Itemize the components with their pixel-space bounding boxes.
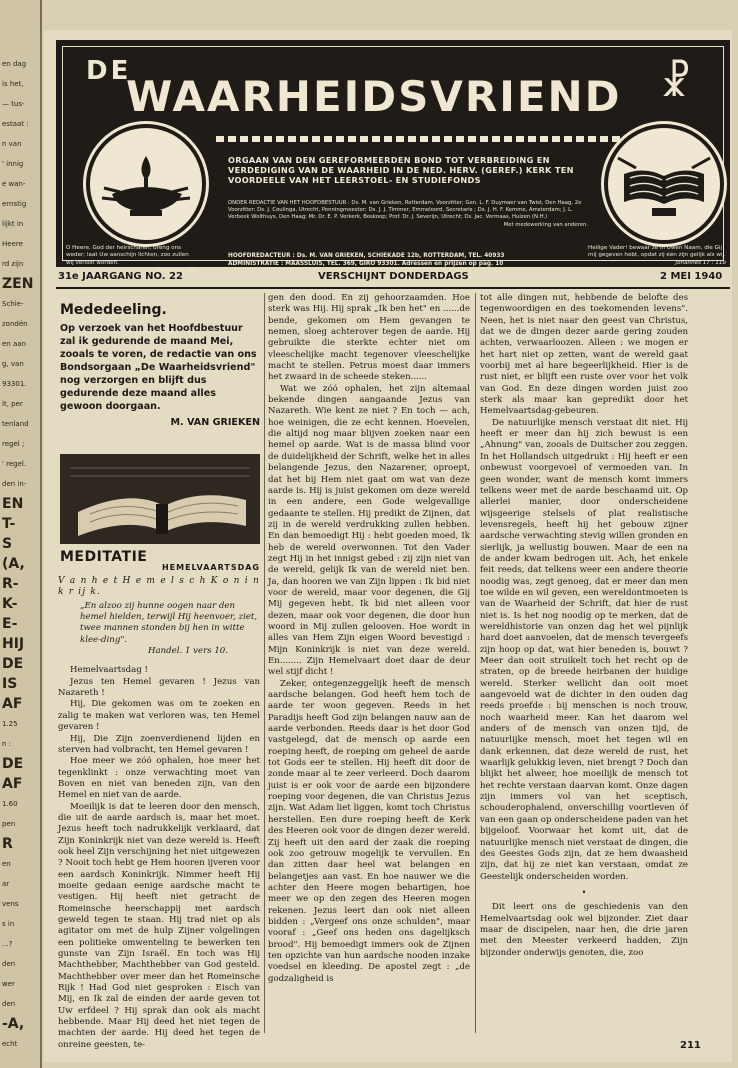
left-page-fragment: R- [2, 576, 19, 592]
oil-lamp-emblem-icon [86, 124, 206, 244]
left-page-fragment: -A, [2, 1016, 25, 1032]
column-rule [264, 293, 265, 1033]
paragraph: Hij, Die gekomen was om te zoeken en zalig te maken wat verloren was, ten Hemel gevaren ! [58, 699, 260, 733]
paragraph: Moeilijk is dat te leeren door den mensch, die uit de aarde aardsch is, maar het moet. Jezus heeft toch nadrukkelijk verklaard, dat Zijn Koninkrijk niet van deze wereld is. Heeft ook heel Zijn verschijning het niet uitgewezen ? Nooit toch hebt ge Hem hooren ijveren voor een aardsch Koninkrijk. Nimmer heeft Hij moeite gedaan eenige aardsche macht te vestigen. Hij heeft niet getracht de Romeinsche heerschappij met aardsch geweld tegen te staan. Hij trad niet op als agitator om met de hulp Zijner volgelingen een politieke omwenteling te bewerken ten gunste van Zijn Israël. En toch was Hij Machthebber, Machthebber van God gesteld. Machthebber over meer dan het Romeinsche Rijk ! Had God niet gesproken : Eisch van Mij, en Ik zal de einden der aarde geven tot Uw erfdeel ? Hij sprak dan ook als macht hebbende. Maar Hij deed het niet tegen de machten der aarde. Hij deed het tegen de onreine geesten, te- [58, 801, 260, 1050]
left-page-fragment: den [2, 960, 16, 968]
left-page-fragment: Schie- [2, 300, 24, 308]
meditatie-verse-ref: Handel. 1 vers 10. [148, 646, 229, 657]
issue-jaargang: 31e JAARGANG NO. 22 [58, 271, 183, 282]
left-page-fragment: Heere [2, 240, 23, 248]
column-2-text [268, 293, 470, 985]
left-page-fragment: lijkt in [2, 220, 24, 228]
column-3 [480, 293, 688, 959]
left-page-fragment: en aan [2, 340, 26, 348]
left-page-fragment: E- [2, 616, 18, 632]
left-page-fragment: T- [2, 516, 16, 532]
left-page-fragment: S [2, 536, 13, 552]
left-page-fragment: en dag [2, 60, 27, 68]
notice-signature: M. VAN GRIEKEN [170, 417, 260, 428]
administratie-line: ADMINISTRATIE : MAASSLUIS, TEL. 369, GIRO 93301. Adressen en prijzen op pag. 10 [228, 260, 504, 267]
left-page-fragment: den [2, 1000, 16, 1008]
notice-title: Mededeeling. [60, 302, 167, 318]
issue-rule [56, 287, 730, 289]
masthead-waarheidsvriend: WAARHEIDSVRIEND [126, 72, 622, 121]
left-page-fragment: rd zijn [2, 260, 24, 268]
left-page-fragment: n van [2, 140, 22, 148]
meditatie-title: MEDITATIE [60, 549, 148, 566]
left-page-fragment: EN [2, 496, 24, 512]
left-page-fragment: R [2, 836, 13, 852]
meditatie-byline: V a n h e t H e m e l s c h K o n i n k r ij k. [58, 576, 260, 598]
paragraph: Hemelvaartsdag ! [70, 665, 148, 676]
john-quote [588, 245, 726, 267]
meditatie-subtitle: HEMELVAARTSDAG [161, 562, 260, 572]
left-page-fragment: e wan- [2, 180, 26, 188]
left-page-fragment: K- [2, 596, 18, 612]
column-rule [475, 293, 476, 1033]
left-page-fragment: is het, [2, 80, 24, 88]
open-book-photo [60, 454, 260, 544]
paragraph: Wat we zóó ophalen, het zijn altemaal bekende dingen aangaande Jezus van Nazareth. Wie kent ze niet ? En toch — ach, hoe weinigen, die ze echt kennen. Hoevelen, die altijd nog maar blijven zoeken naar een hemel op aarde. Wat is de massa blind voor de duidelijkheid der Schrift, welke het in alles belangende Jezus, den Nazarener, oproept, dat het bij Hem niet gaat om wat van deze aarde is. Hij is juist gekomen om deze wereld in een andere, een Gode welgevallige gedaante te stellen. Hij predikt de Zijnen, dat zij in de wereld verdrukking zullen hebben. En dan bemoedigt Hij : hebt goeden moed, Ik heb de wereld overwonnen. Tot den Vader zegt Hij in het innigst gebed : zij zijn niet van de wereld, gelijk Ik van de wereld niet ben. Ja, dan hooren we van Zijn lippen : Ik bid niet voor de wereld, maar voor degenen, die Gij Mij gegeven hebt. Ik bid niet alleen voor dezen, maar ook voor degenen, die door hun woord in Mij zullen gelooven. Hoe wordt in alles van Hem Zijn eigen Woord bevestigd : Mijn Koninkrijk is niet van deze wereld. En........ Zijn Hemelvaart doet daar de deur wel stijf dicht ! [268, 383, 470, 678]
masthead-hoofdredactie [228, 253, 588, 268]
left-page-fragment: en [2, 860, 11, 868]
left-page-fragment: DE [2, 756, 24, 772]
masthead [56, 40, 730, 274]
paragraph: tot alle dingen nut, hebbende de belofte des tegenwoordigen en des toekomenden levens". Neen, het is niet naar den geest van Christus, dat we de dingen dezer aarde gering zouden achten, verwaarloozen. Alleen : we mogen er het hart niet op zetten, want de wereld gaat voorbij met al hare begeerlijkheid. Hier is de rust niet, er blijft een ruste over voor het volk van God. En deze dingen worden juist zoo sterk als maar kan gepredikt door het Hemelvaartsdag-gebeuren. [480, 293, 688, 417]
left-page-fragment: AF [2, 776, 23, 792]
left-page-fragment: ...? [2, 940, 13, 948]
john-quote-text: Heilige Vader! bewaar ze in Uwen Naam, die Gij mij gegeven hebt, opdat zij één zijn gelijk als wij. [588, 245, 726, 259]
left-page-fragment: ' regel. [2, 460, 27, 468]
left-page-fragment: echt [2, 1040, 18, 1048]
meditatie-verse: „En alzoo zij hunne oogen naar den hemel hielden, terwijl Hij heenvoer, ziet, twee mannen stonden bij hen in witte klee-ding". [80, 600, 258, 645]
column-2 [268, 293, 470, 985]
masthead-stripe-rule [216, 136, 636, 142]
column-3-text [480, 293, 688, 959]
open-bible-emblem-icon [604, 124, 724, 244]
page-number: 211 [680, 1040, 701, 1051]
section-divider: • [581, 887, 587, 897]
paragraph: De natuurlijke mensch verstaat dit niet. Hij heeft er meer dan hij zich bewust is een „Ahnung" van, zooals de Duitscher zou zeggen. In het Hollandsch uitgedrukt : Hij heeft er een onbewust voorgevoel of vermoeden van. In geen wonder, want de mensch komt immers telkens weer met de aarde beschaamd uit. Op allerlei manier, door onderscheidene wijsgeerige stelsels of plat realistische levensregels, heeft hij het gebouw zijner aardsche verwachting stevig willen gronden en sierlijk, ja wellustig bouwen. Maar de een na de ander kwam bedrogen uit. Ach, het enkele feit reeds, dat telkens weer een andere theorie noodig was, zegt genoeg, dat er meer dan men toe wilde en wil geven, een wereldontmoeten is van de Waarheid der Schrift, dat hier de rust niet is. Is het nog noodig op te merken, dat de wereldhistorie van onzen dag het wel pijnlijk hard doet aanvoelen, dat de mensch tevergeefs zijn hoop op dat, wat hier beneden is, bouwt ? Meer dan ooit struikelt toch het recht op de straten, op de breede heirbanen der huidige wereld. Sterker wellicht dan ooit moet aangevoeld wat de dichter in den ouden dag reeds proefde : bij menschen is noch trouw, noch waarheid meer. Kan het daarom wel anders of de mensch van onzen tijd, de natuurlijke mensch, moet het tegen wil en dank erkennen, dat deze wereld de rust, het waarlijk gelukkig leven, niet brengt ? Doch dan blijkt het alweer, hoe moeilijk de mensch tot het rechte verstaan daarvan komt. Onze dagen zijn immers vol van het sceptisch, schouderophalend, onverschillig voortleven óf van een gaan op onderscheidene paden van het bijgeloof. Voorwaar het komt uit, dat de natuurlijke mensch niet verstaat de dingen, die des Geestes Gods zijn, dat ze hem dwaasheid zijn, dat hij ze niet kan verstaan, omdat ze Geestelijk onderscheiden worden. [480, 417, 688, 882]
masthead-organ-text: ORGAAN VAN DEN GEREFORMEERDEN BOND TOT VERBREIDING EN VERDEDIGING VAN DE WAARHEID IN DE NED. HERV. (GEREF.) KERK TEN VOORDEELE VAN HET LEERSTOEL- EN STUDIEFONDS [228, 155, 574, 185]
left-page-fragment: regel ; [2, 440, 25, 448]
left-page-fragment: vens [2, 900, 19, 908]
issue-date: 2 MEI 1940 [660, 271, 723, 282]
left-page-fragment: (A, [2, 556, 25, 572]
left-page-fragment: g, van [2, 360, 24, 368]
left-page-fragment: 93301. [2, 380, 27, 388]
left-page-fragment: HIJ [2, 636, 25, 652]
paragraph: Hij, Die Zijn zoenverdienend lijden en sterven had volbracht, ten Hemel gevaren ! [58, 733, 260, 755]
left-page-edge [0, 0, 42, 1068]
left-page-fragment: ernstig [2, 200, 27, 208]
psalm-quote-ref: Psalm 80 : 20 [157, 267, 196, 274]
hoofdredacteur-line: HOOFDREDACTEUR : Ds. M. VAN GRIEKEN, SCHIEKADE 12b, ROTTERDAM, TEL. 40933 [228, 253, 505, 259]
paragraph: Dit leert ons de geschiedenis van den Hemelvaartsdag ook wel bijzonder. Ziet daar maar de discipelen, naar hen, die drie jaren met den Meester verkeerd hadden, Zijn bijzonder onderwijs genoten, die, zoo [480, 902, 688, 958]
paragraph: Jezus ten Hemel gevaren ! Jezus van Nazareth ! [58, 676, 260, 699]
paragraph: Hoe meer we zóó ophalen, hoe meer het tegenklinkt : onze verwachting moet van Boven en niet van beneden zijn, van den Hemel en niet van de aarde. [58, 756, 260, 801]
psalm-quote-text: O Heere, God der heirscharen, breng ons weder; laat Uw aanschijn lichten, zoo zullen wij verlost worden. [66, 245, 189, 266]
left-page-fragment: IS [2, 676, 18, 692]
left-page-fragment: ' innig [2, 160, 24, 168]
notice-body: Op verzoek van het Hoofdbestuur zal ik gedurende de maand Mei, zooals te voren, de redactie van ons Bondsorgaan „De Waarheidsvriend" nog verzorgen en blijft dus gedurende deze maand alles gewoon doorgaan. [60, 323, 257, 412]
left-page-fragment: n : [2, 740, 12, 748]
left-page-fragment: ZEN [2, 276, 34, 292]
left-page-fragment: AF [2, 696, 23, 712]
left-page-fragment: — tus- [2, 100, 25, 108]
redactie-medewerking: Met medewerking van anderen. [503, 221, 588, 228]
left-page-fragment: s in [2, 920, 15, 928]
left-page-fragment: it, per [2, 400, 23, 408]
issue-bar [56, 271, 730, 285]
paragraph: gen den dood. En zij gehoorzaamden. Hoe sterk was Hij. Hij sprak „Ik ben het" en ......de bende, gekomen om Hem gevangen te nemen, sloeg achterover tegen de aarde. Hij gebruikte die sterkte echter niet om vleeschelijke macht tegenover vleeschelijke macht te stellen. Petrus moest daar immers het zwaard in de scheede steken...... [268, 293, 470, 383]
left-page-fragment: den in- [2, 480, 27, 488]
paragraph: Zeker, ontegenzeggelijk heeft de mensch aardsche belangen. God heeft hem toch de aarde ter woon gegeven. Reeds in het Paradijs heeft God zijn belangen nauw aan de aarde verbonden. Reeds daar is het door God vastgelegd, dat de mensch op aarde een roeping heeft, de roeping om geheel de aarde tot Gods eer te stellen. Hij heeft dit door de zonde maar al te zeer verleerd. Doch daarom juist is er ook voor de aarde een bijzondere roeping voor degenen, die van Christus Jezus zijn. Wat Adam liet liggen, komt toch Christus herstellen. Een dure roeping heeft de Kerk des Heeren ook voor de dingen dezer wereld. Zij heeft uit den aard der zaak die roeping ook zoo getrouw mogelijk te vervullen. En dan zitten daar heel wat belangen en belangetjes aan vast. En hoe nauwer we die achter den Heere mogen behartigen, hoe meer we op den zegen des Heeren mogen rekenen. Jezus leert dan ook niet alleen bidden : „Vergeef ons onze schulden", maar vooraf : „Geef ons heden ons dagelijksch brood". Hij bemoedigt immers ook de Zijnen ten opzichte van hun aardsche nooden inzake voedsel en kleeding. De apostel zegt : „de godzaligheid is [268, 678, 470, 984]
john-quote-ref: Johannes 17 : 11b [675, 259, 726, 266]
left-page-fragment: wer [2, 980, 15, 988]
redactie-members: ONDER REDACTIE VAN HET HOOFDBESTUUR : Ds. M. van Grieken, Rotterdam, Voorzitter; Gen. L. F. Duymaer van Twist, Den Haag, 2e Voorzitter; Ds. J. Coulinga, Utrecht, Penningmeester; Ds. J. J. Timmer, Emmeloord, Secretaris ; Ds. J. H. F. Kemme, Amsterdam; J. L. Verbeek Wolthuys, Den Haag; Mr. Dr. E. P. Verkerk, Boskoop; Prof. Dr. J. Severijn, Utrecht; Ds. Jac. Vermaas, Huizen (N.H.) [228, 200, 582, 221]
left-page-fragment: 1.60 [2, 800, 18, 808]
left-page-fragment: DE [2, 656, 24, 672]
masthead-de: DE [86, 56, 132, 86]
left-page-fragment: zondén [2, 320, 28, 328]
left-page-fragment: estaat : [2, 120, 29, 128]
chi-rho-monogram: ☧ [660, 60, 692, 106]
column-1-text [58, 665, 260, 1051]
left-page-fragment: pen [2, 820, 16, 828]
column-1 [58, 293, 260, 1051]
left-page-fragment: 1.25 [2, 720, 18, 728]
left-page-fragment: tenland [2, 420, 29, 428]
issue-verschijnt: VERSCHIJNT DONDERDAGS [318, 271, 469, 282]
masthead-redactie-text [228, 200, 588, 229]
left-page-fragment: ar [2, 880, 10, 888]
